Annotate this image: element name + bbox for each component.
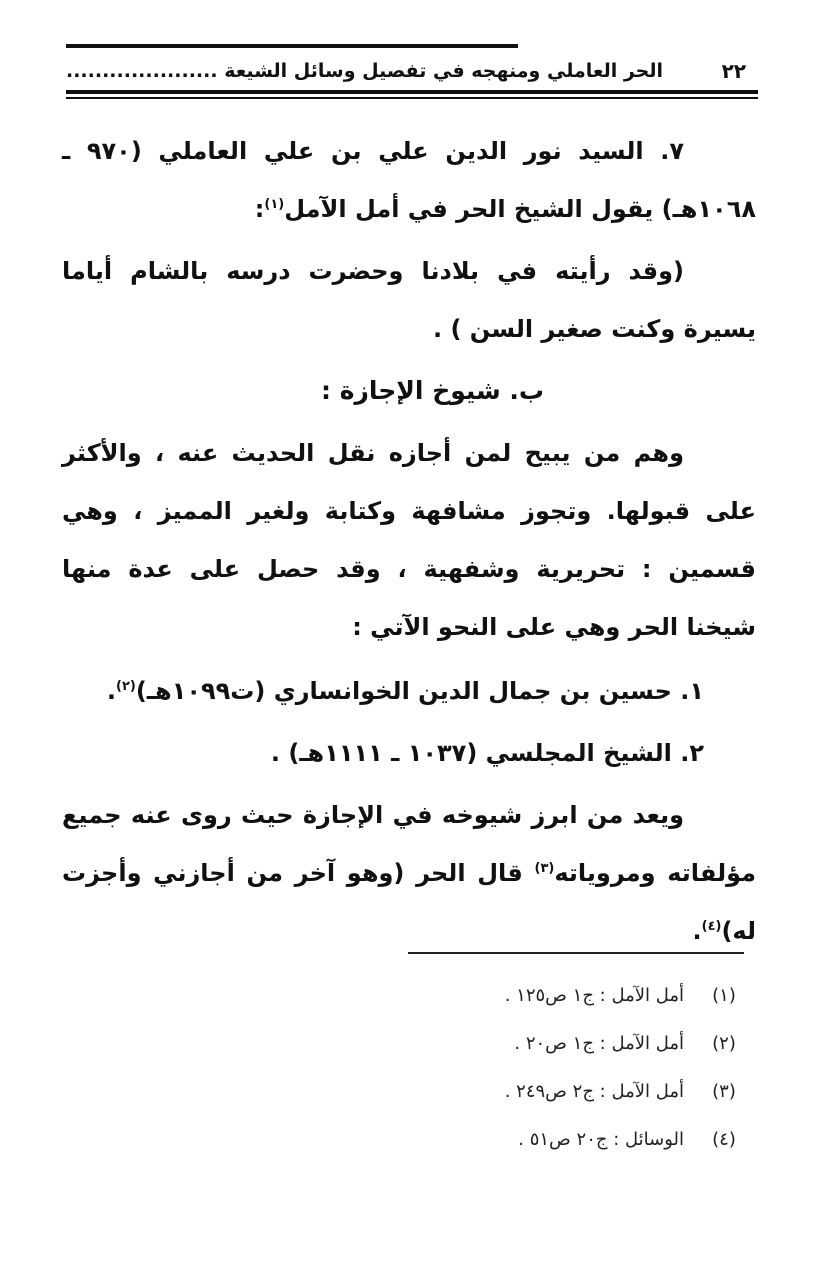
footnote-number: (٤)	[712, 1129, 736, 1150]
page-header	[66, 44, 758, 104]
paragraph-scholar-7-end: :	[254, 195, 265, 223]
page-number: ٢٢	[721, 59, 746, 83]
footnote-text: أمل الآمل : ج١ ص٢٠ .	[514, 1033, 684, 1054]
footnote-ref-1: (١)	[264, 197, 285, 212]
footnote-item	[200, 972, 748, 1020]
paragraph-majlisi-text-a: ويعد من ابرز شيوخه في الإجازة حيث روى عنه جميع مؤلفاته ومروياته	[62, 801, 757, 887]
footnote-number: (٢)	[712, 1033, 736, 1054]
paragraph-scholar-7-text: ٧. السيد نور الدين علي بن علي العاملي (٩٧٠ ـ ١٠٦٨هـ) يقول الشيخ الحر في أمل الآمل	[62, 137, 756, 223]
paragraph-scholar-7	[62, 122, 756, 238]
footnote-item	[200, 1068, 748, 1116]
footnote-ref-3: (٣)	[534, 861, 555, 876]
footnote-item	[200, 1116, 748, 1164]
list-item-1-text: ١. حسين بن جمال الدين الخوانساري (ت١٠٩٩هـ)	[135, 677, 704, 705]
header-thick-rule	[66, 90, 758, 94]
footnote-separator	[408, 952, 744, 954]
body-text	[62, 122, 756, 960]
footnote-number: (١)	[712, 985, 736, 1006]
paragraph-majlisi	[62, 786, 756, 960]
quote-paragraph: (وقد رأيته في بلادنا وحضرت درسه بالشام أياما يسيرة وكنت صغير السن ) .	[62, 257, 756, 343]
list-item-2: ٢. الشيخ المجلسي (١٠٣٧ ـ ١١١١هـ) .	[270, 739, 704, 767]
list-item-1-end: .	[106, 677, 117, 705]
footnotes	[200, 972, 748, 1164]
footnote-text: الوسائل : ج٢٠ ص٥١ .	[518, 1129, 684, 1150]
running-title: الحر العاملي ومنهجه في تفصيل وسائل الشيعة .....................	[66, 60, 663, 82]
footnote-ref-2: (٢)	[116, 679, 136, 694]
footnote-text: أمل الآمل : ج١ ص١٢٥ .	[504, 985, 684, 1006]
footnote-ref-4: (٤)	[701, 919, 722, 934]
footnote-number: (٣)	[712, 1081, 736, 1102]
header-top-rule	[66, 44, 518, 48]
header-thin-rule	[66, 97, 758, 99]
paragraph-ijaza: وهم من يبيح لمن أجازه نقل الحديث عنه ، والأكثر على قبولها. وتجوز مشافهة وكتابة ولغير المميز ، وهي قسمين : تحريرية وشفهية ، وقد حصل على عدة منها شيخنا الحر وهي على النحو الآتي :	[62, 439, 756, 641]
list-item-1	[62, 662, 756, 720]
section-title: ب. شيوخ الإجازة :	[321, 376, 544, 405]
footnote-item	[200, 1020, 748, 1068]
footnote-text: أمل الآمل : ج٢ ص٢٤٩ .	[504, 1081, 684, 1102]
header-text-row	[66, 56, 758, 86]
paragraph-majlisi-text-b: قال الحر (وهو آخر من أجازني وأجزت له)	[62, 859, 756, 945]
paragraph-majlisi-end: .	[692, 917, 702, 945]
